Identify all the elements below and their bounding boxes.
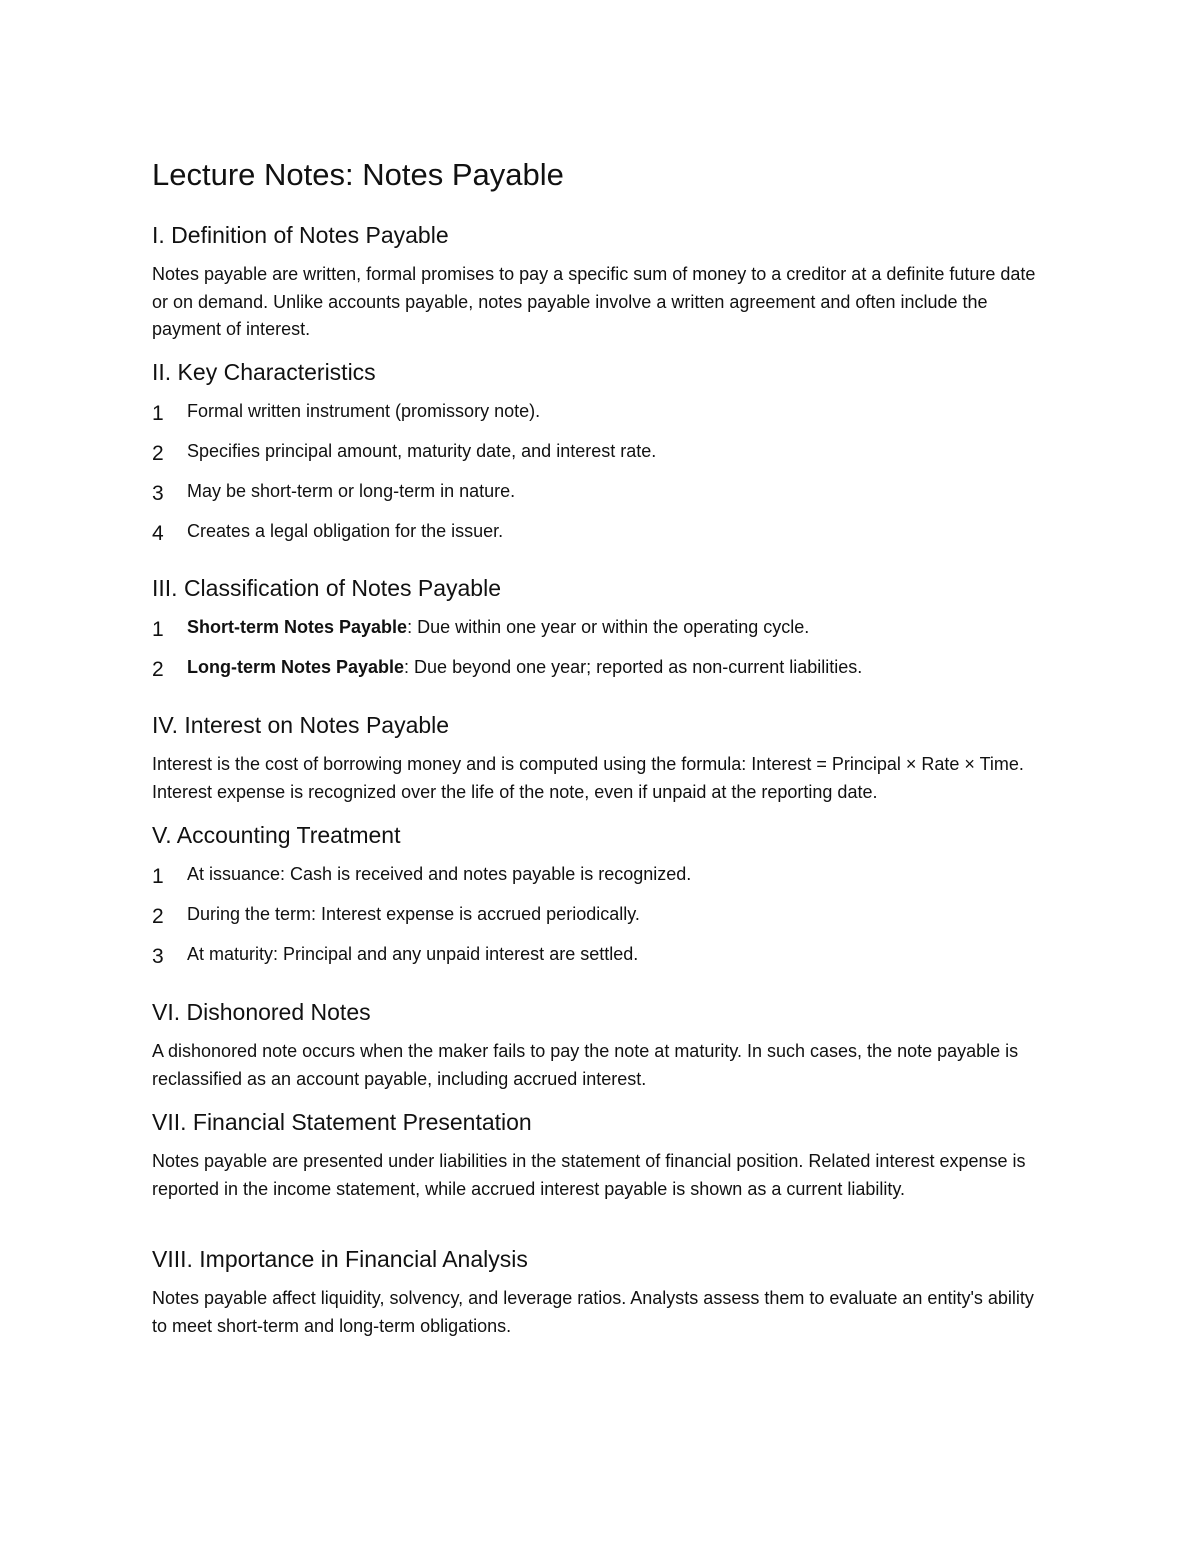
section-heading-dishonored: VI. Dishonored Notes bbox=[152, 999, 371, 1025]
section-definition bbox=[152, 220, 1052, 344]
accounting-list bbox=[152, 861, 1052, 981]
section-characteristics bbox=[152, 357, 1052, 558]
dishonored-paragraph: A dishonored note occurs when the maker fails to pay the note at maturity. In such cases, the note payable is reclassified as an account payable, including accrued interest. bbox=[152, 1041, 1019, 1089]
section-interest bbox=[152, 710, 1052, 806]
list-item-number: 1 bbox=[152, 402, 164, 425]
analysis-paragraph: Notes payable affect liquidity, solvency, and leverage ratios. Analysts assess them to evaluate an entity's ability to meet short-term and long-term obligations. bbox=[152, 1288, 1034, 1336]
list-item-number: 1 bbox=[152, 618, 164, 641]
page-title: Lecture Notes: Notes Payable bbox=[152, 157, 564, 192]
list-item bbox=[152, 654, 1052, 694]
section-heading-definition: I. Definition of Notes Payable bbox=[152, 222, 449, 248]
list-item-number: 4 bbox=[152, 522, 164, 545]
definition-paragraph: Notes payable are written, formal promises to pay a specific sum of money to a creditor at a definite future date or on demand. Unlike accounts payable, notes payable involve a written agreement and often include the payment of interest. bbox=[152, 264, 1036, 339]
list-item-number: 2 bbox=[152, 442, 164, 465]
list-item bbox=[152, 478, 1052, 518]
list-item-text: : Due beyond one year; reported as non-current liabilities. bbox=[404, 657, 863, 677]
characteristics-list bbox=[152, 398, 1052, 558]
section-heading-analysis: VIII. Importance in Financial Analysis bbox=[152, 1246, 528, 1272]
list-item-number: 3 bbox=[152, 945, 164, 968]
list-item-text: At maturity: Principal and any unpaid interest are settled. bbox=[187, 944, 639, 964]
section-accounting bbox=[152, 820, 1052, 981]
list-item-number: 3 bbox=[152, 482, 164, 505]
section-heading-accounting: V. Accounting Treatment bbox=[152, 822, 401, 848]
list-item-text: May be short-term or long-term in nature. bbox=[187, 481, 516, 501]
list-item bbox=[152, 861, 1052, 901]
section-heading-characteristics: II. Key Characteristics bbox=[152, 359, 376, 385]
list-item-text: Creates a legal obligation for the issuer. bbox=[187, 521, 504, 541]
list-item-number: 2 bbox=[152, 905, 164, 928]
list-item bbox=[152, 398, 1052, 438]
list-item bbox=[152, 941, 1052, 981]
section-heading-interest: IV. Interest on Notes Payable bbox=[152, 712, 450, 738]
presentation-paragraph: Notes payable are presented under liabilities in the statement of financial position. Related interest expense is reported in the income statement, while accrued interest payable is shown as a current liability. bbox=[152, 1151, 1026, 1199]
list-item-text: Specifies principal amount, maturity date, and interest rate. bbox=[187, 441, 657, 461]
list-item-text: Formal written instrument (promissory note). bbox=[187, 401, 541, 421]
list-item-text: At issuance: Cash is received and notes payable is recognized. bbox=[187, 864, 692, 884]
list-item bbox=[152, 901, 1052, 941]
list-item-text: During the term: Interest expense is accrued periodically. bbox=[187, 904, 640, 924]
list-item bbox=[152, 518, 1052, 558]
interest-paragraph: Interest is the cost of borrowing money and is computed using the formula: Interest = Principal × Rate × Time. Interest expense is recognized over the life of the note, even if unpaid at the reporting date. bbox=[152, 754, 1024, 802]
list-item-number: 2 bbox=[152, 658, 164, 681]
list-item-number: 1 bbox=[152, 865, 164, 888]
section-dishonored bbox=[152, 997, 1052, 1093]
classification-list bbox=[152, 614, 1052, 694]
list-item bbox=[152, 614, 1052, 654]
section-heading-presentation: VII. Financial Statement Presentation bbox=[152, 1109, 532, 1135]
section-heading-classification: III. Classification of Notes Payable bbox=[152, 575, 501, 601]
list-item-term: Short-term Notes Payable bbox=[187, 617, 408, 637]
section-analysis bbox=[152, 1244, 1052, 1340]
section-classification bbox=[152, 573, 1052, 694]
list-item-term: Long-term Notes Payable bbox=[187, 657, 405, 677]
list-item bbox=[152, 438, 1052, 478]
section-presentation bbox=[152, 1107, 1052, 1203]
list-item-text: : Due within one year or within the operating cycle. bbox=[407, 617, 810, 637]
